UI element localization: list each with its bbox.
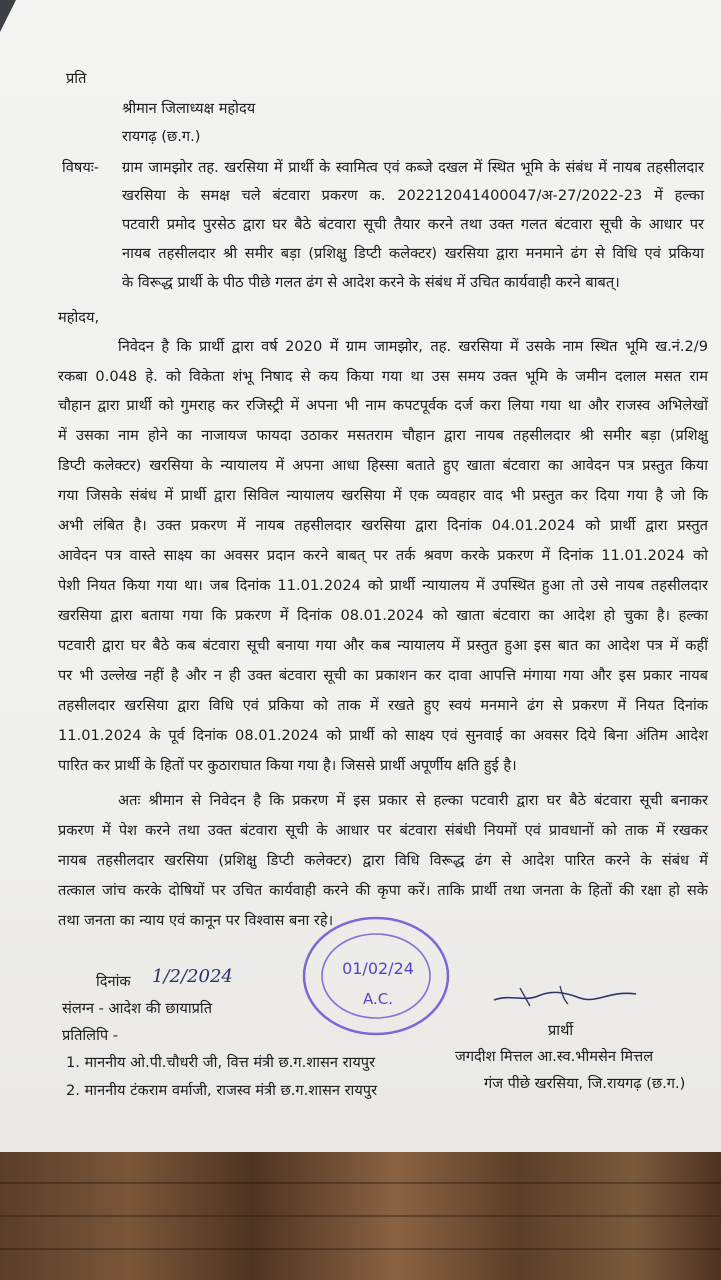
subject-line: ग्राम जामझोर तह. खरसिया में प्रार्थी के स्वामित्व एवं कब्जे दखल में स्थित भूमि के संबंध में नायब तहसीलदार: [122, 159, 704, 176]
applicant-name: जगदीश मित्तल आ.स्व.भीमसेन मित्तल: [455, 1048, 654, 1065]
subject-label: विषयः-: [62, 159, 100, 176]
applicant-address: गंज पीछे खरसिया, जि.रायगढ़ (छ.ग.): [484, 1075, 686, 1092]
copy-label: प्रतिलिपि -: [62, 1027, 119, 1044]
page-corner-shadow: [0, 0, 16, 32]
body-line: रकबा 0.048 हे. को विकेता शंभू निषाद से कय किया गया था उस समय उक्त भूमि के जमीन दलाल मसत राम: [58, 368, 708, 385]
body-line: गया जिसके संबंध में प्रार्थी द्वारा सिविल न्यायालय खरसिया में एक व्यवहार वाद भी प्रस्तुत कर दिया गया है जो कि: [58, 487, 708, 504]
to-prefix: प्रति: [66, 70, 87, 87]
addressee-place: रायगढ़ (छ.ग.): [122, 128, 201, 145]
addressee: श्रीमान जिलाध्यक्ष महोदय: [122, 100, 256, 117]
body-line: तहसीलदार खरसिया द्वारा विधि एवं प्रकिया को ताक में रखते हुए स्वयं मनमाने ढंग से प्रकरण में नियत दिनांक: [58, 697, 708, 714]
body-line: खरसिया द्वारा बताया गया कि प्रकरण में दिनांक 08.01.2024 को खाता बंटवारा का आदेश हो चुका है। हल्का: [58, 607, 708, 624]
subject-line: खरसिया के समक्ष चले बंटवारा प्रकरण क. 202212041400047/अ-27/2022-23 में हल्का: [122, 187, 704, 204]
body-line: निवेदन है कि प्रार्थी द्वारा वर्ष 2020 में ग्राम जामझोर, तह. खरसिया में उसके नाम स्थित भूमि ख.नं.2/9: [118, 338, 708, 355]
date-label: दिनांक: [96, 973, 131, 990]
closing-line: तत्काल जांच करके दोषियों पर उचित कार्यवाही करने की कृपा करें। ताकि प्रार्थी तथा जनता के हितों की रक्षा हो सके: [58, 882, 708, 899]
subject-line: नायब तहसीलदार श्री समीर बड़ा (प्रशिक्षु डिप्टी कलेक्टर) खरसिया द्वारा मनमाने ढंग से विधि एवं प्रकिया: [122, 245, 704, 262]
body-line: पेशी नियत किया गया था। जब दिनांक 11.01.2024 को प्रार्थी न्यायालय में उपस्थित हुआ तो उसे नायब तहसीलदार: [58, 577, 708, 594]
closing-line: नायब तहसीलदार खरसिया (प्रशिक्षु डिप्टी कलेक्टर) द्वारा विधि विरूद्ध ढंग से आदेश पारित करने के संबंध में: [58, 852, 708, 869]
body-line: चौहान द्वारा प्रार्थी को गुमराह कर रजिस्ट्री में अपना भी नाम कपटपूर्वक दर्ज करा लिया गया था और राजस्व अभिलेखों: [58, 397, 708, 414]
body-line: पटवारी द्वारा घर बैठे कब बंटवारा सूची बनाया गया और कब न्यायालय में प्रस्तुत हुआ इस बात का आदेश पत्र में कहीं: [58, 637, 708, 654]
copy-recipient: 1. माननीय ओ.पी.चौधरी जी, वित्त मंत्री छ.ग.शासन रायपुर: [66, 1054, 376, 1071]
copy-recipient: 2. माननीय टंकराम वर्माजी, राजस्व मंत्री छ.ग.शासन रायपुर: [66, 1082, 378, 1099]
body-line: में उसका नाम होने का नाजायज फायदा उठाकर मसतराम चौहान द्वारा नायब तहसीलदार श्री समीर बड़ा (प्रशिक्षु: [58, 427, 708, 444]
salutation: महोदय,: [58, 309, 100, 326]
closing-line: तथा जनता का न्याय एवं कानून पर विश्वास बना रहे।: [58, 912, 334, 929]
body-line: अभी लंबित है। उक्त प्रकरण में नायब तहसीलदार खरसिया द्वारा दिनांक 04.01.2024 को प्रार्थी द्वारा प्रस्तुत: [58, 517, 708, 534]
closing-line: प्रकरण में पेश करने तथा उक्त बंटवारा सूची के आधार पर बंटवारा संबंधी नियमों एवं प्रावधानों को ताक में रखकर: [58, 822, 708, 839]
subject-line: के विरूद्ध प्रार्थी के पीठ पीछे गलत ढंग से आदेश करने के संबंध में उचित कार्यवाही करने बाबत्।: [122, 274, 620, 291]
handwritten-date: 1/2/2024: [152, 966, 233, 987]
body-line: डिप्टी कलेक्टर) खरसिया के न्यायालय में अपना आधा हिस्सा बताते हुए खाता बंटवारा का आवेदन पत्र प्रस्तुत किया: [58, 457, 708, 474]
body-line: पर भी उल्लेख नहीं है और न ही उक्त बंटवारा सूची का प्रकाशन कर दावा आपत्ति मंगाया गया और इस प्रकार नायब: [58, 667, 708, 684]
received-stamp: [298, 912, 454, 1040]
closing-line: अतः श्रीमान से निवेदन है कि प्रकरण में इस प्रकार से हल्का पटवारी द्वारा घर बैठे बंटवारा सूची बनाकर: [118, 792, 708, 809]
body-line: पारित कर प्रार्थी के हितों पर कुठाराघात किया गया है। जिससे प्रार्थी अपूर्णीय क्षति हुई है।: [58, 757, 517, 774]
stamp-initials: A.C.: [362, 990, 394, 1008]
applicant-label: प्रार्थी: [548, 1022, 574, 1039]
enclosure: संलग्न - आदेश की छायाप्रति: [62, 1000, 213, 1017]
body-line: 11.01.2024 के पूर्व दिनांक 08.01.2024 को प्रार्थी को साक्ष्य एवं सुनवाई का अवसर दिये बिना अंतिम आदेश: [58, 727, 708, 744]
applicant-signature: [490, 980, 640, 1010]
body-line: आवेदन पत्र वास्ते साक्ष्य का अवसर प्रदान करने बाबत् पर तर्क श्रवण करके प्रकरण में दिनांक 11.01.2024 को: [58, 547, 708, 564]
stamp-date: 01/02/24: [342, 959, 414, 978]
subject-line: पटवारी प्रमोद पुरसेठ द्वारा घर बैठे बंटवारा सूची तैयार करने तथा उक्त गलत बंटवारा सूची के आधार पर: [122, 216, 704, 233]
